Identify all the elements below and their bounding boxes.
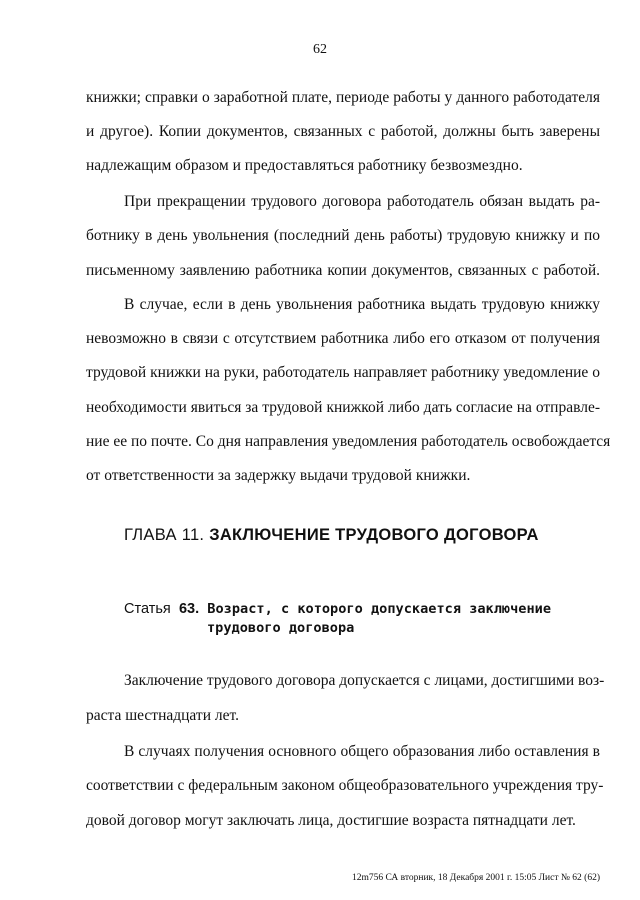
chapter-heading [124, 526, 539, 545]
paragraph-1-line-2: и другое). Копии документов, связанных с работой, должны быть заверены [86, 123, 600, 140]
paragraph-2-line-1: При прекращении трудового договора работодатель обязан выдать ра- [124, 193, 600, 210]
article-heading-continued [207, 619, 354, 637]
paragraph-3-line-1: В случае, если в день увольнения работника выдать трудовую книжку [124, 296, 600, 313]
paragraph-5-line-1: В случаях получения основного общего образования либо оставления в [124, 743, 600, 760]
article-title-line-1: Возраст, с которого допускается заключение [207, 601, 552, 617]
paragraph-3-line-4: необходимости явиться за трудовой книжкой либо дать согласие на отправле- [86, 399, 600, 416]
paragraph-2-line-3: письменному заявлению работника копии документов, связанных с работой. [86, 262, 600, 279]
page-footer: 12m756 СА вторник, 18 Декабря 2001 г. 15:05 Лист № 62 (62) [352, 873, 601, 883]
paragraph-3-line-2: невозможно в связи с отсутствием работника либо его отказом от получения [86, 330, 600, 347]
paragraph-3-line-5: ние ее по почте. Со дня направления уведомления работодатель освобождается [86, 433, 611, 450]
paragraph-3-line-6: от ответственности за задержку выдачи трудовой книжки. [86, 467, 471, 484]
paragraph-2-line-2: ботнику в день увольнения (последний день работы) трудовую книжку и по [86, 227, 600, 244]
paragraph-4-line-2: раста шестнадцати лет. [86, 707, 239, 724]
article-number: 63. [178, 601, 200, 617]
page-number: 62 [313, 42, 327, 57]
article-label: Статья [124, 601, 171, 617]
article-heading [124, 600, 551, 618]
paragraph-5-line-2: соответствии с федеральным законом общеобразовательного учреждения тру- [86, 777, 604, 794]
paragraph-3-line-3: трудовой книжки на руки, работодатель направляет работнику уведомление о [86, 364, 600, 381]
paragraph-5-line-3: довой договор могут заключать лица, достигшие возраста пятнадцати лет. [86, 812, 576, 829]
paragraph-1-line-3: надлежащим образом и предоставляться работнику безвозмездно. [86, 157, 523, 174]
article-title-line-2: трудового договора [207, 620, 355, 636]
chapter-label: ГЛАВА 11. [124, 526, 205, 544]
paragraph-1-line-1: книжки; справки о заработной плате, периоде работы у данного работодателя [86, 89, 600, 106]
chapter-title: ЗАКЛЮЧЕНИЕ ТРУДОВОГО ДОГОВОРА [209, 526, 539, 544]
paragraph-4-line-1: Заключение трудового договора допускается с лицами, достигшими воз- [124, 672, 605, 689]
